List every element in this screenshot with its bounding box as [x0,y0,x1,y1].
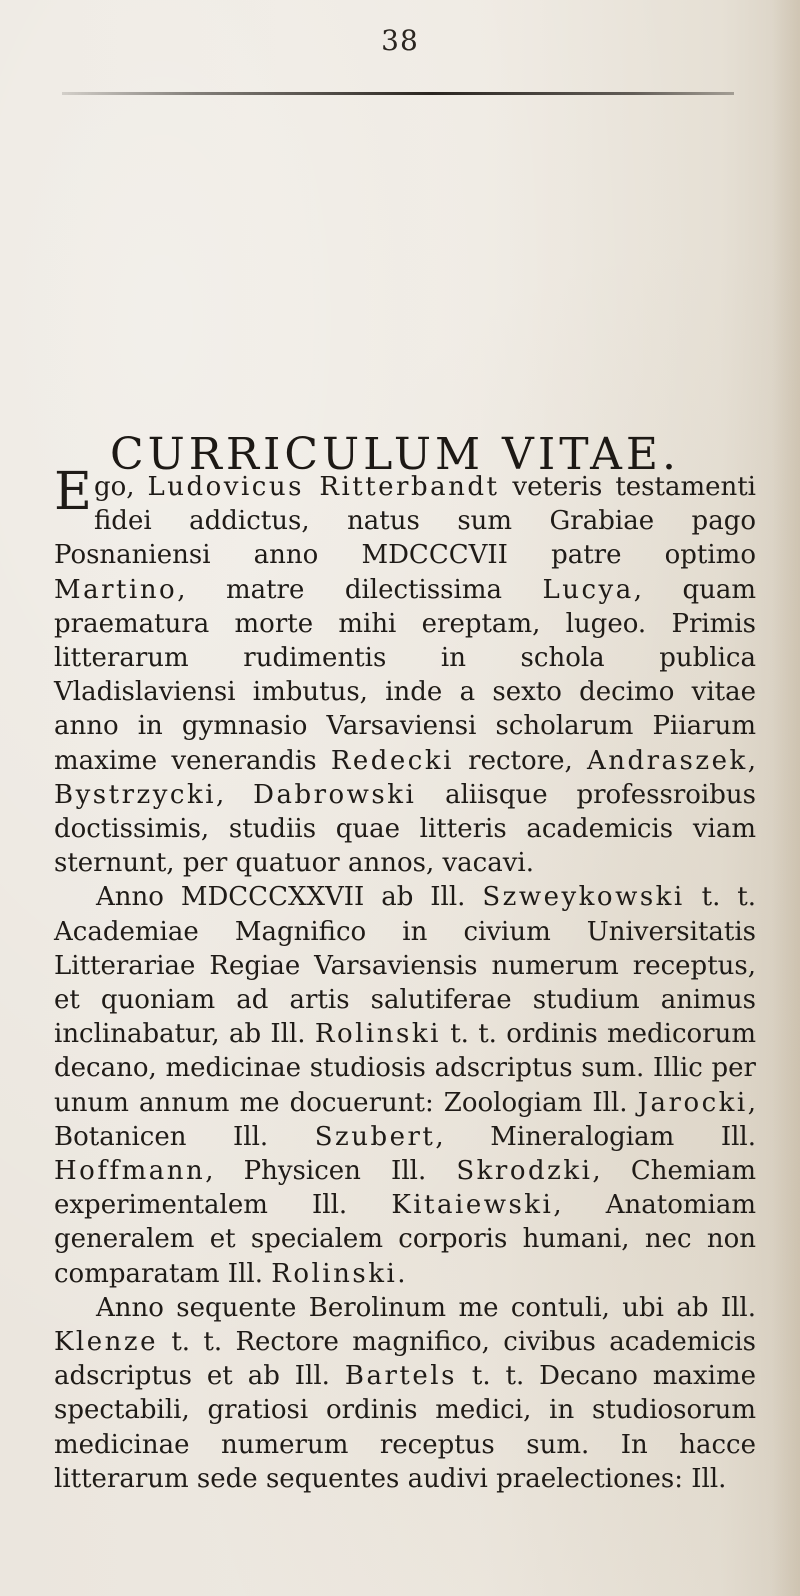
spaced-name: Bystrzycki [54,779,217,810]
spaced-name: Bartels [344,1361,457,1392]
text-segment: veteris testamenti fidei addictus, natus sum Grabiae pago Posnaniensi anno MDCCCVII patre optimo [54,472,756,571]
page-title: CURRICULUM VITAE. [109,429,681,481]
page-number: 38 [381,24,419,57]
drop-cap: E [54,462,92,522]
text-segment: , matre dilectissima [177,574,543,605]
spaced-name: Dabrowski [253,779,417,810]
text-segment: , Physicen Ill. [205,1156,457,1187]
text-segment: Anno MDCCCXXVII ab Ill. [96,882,483,913]
text-segment: . [397,1258,406,1289]
spaced-name: Redecki [330,745,454,776]
text-segment: go, [93,472,148,502]
spaced-name: Skrodzki [456,1156,593,1187]
spaced-name: Rolinski [271,1258,398,1289]
spaced-name: Andraszek [586,745,748,776]
paragraph-2 [54,880,756,1290]
text-segment: t. t. Rectore magnifico, civibus academicis adscriptus et ab Ill. [54,1327,756,1392]
text-segment: , Botanicen Ill. [54,1087,756,1152]
text-segment: Anno sequente Berolinum me contuli, ubi ab Ill. [96,1292,756,1323]
page-edge-shadow [772,0,800,1596]
text-segment: , [216,779,254,810]
spaced-name: Rolinski [314,1019,441,1050]
spaced-name: Lucya [542,574,634,605]
text-segment: , Anatomiam generalem et specialem corporis humani, nec non comparatam Ill. [54,1190,756,1289]
body-text [54,462,756,1496]
spaced-name: Jarocki [637,1087,748,1118]
text-segment: t. t. ordinis medicorum decano, medicinae studiosis adscriptus sum. Illic per unum annum me docuerunt: Zoologiam Ill. [54,1019,756,1118]
spaced-name: Klenze [54,1327,158,1358]
text-segment: , Chemiam experimentalem Ill. [54,1156,756,1221]
spaced-name: Martino [54,574,178,605]
text-segment: aliisque professroibus doctissimis, studiis quae litteris academicis viam sternunt, per quatuor annos, vacavi. [54,779,756,879]
spaced-name: Hoffmann [54,1156,206,1187]
paragraph-1 [54,462,756,880]
text-segment: , quam praematura morte mihi ereptam, lugeo. Primis litterarum rudimentis in schola publica Vladislaviensi imbutus, inde a sexto decimo vitae anno in gymnasio Varsaviensi scholarum Piiarum maxime venerandis [54,574,756,776]
text-segment: , Mineralogiam Ill. [435,1121,756,1152]
spaced-name: Kitaiewski [391,1190,554,1221]
text-segment: rectore, [453,745,587,776]
text-segment: t. t. Decano maxime spectabili, gratiosi ordinis medici, in studiosorum medicinae numerum receptus sum. In hacce litterarum sede sequentes audivi praelectiones: Ill. [54,1361,756,1494]
header-rule [62,92,734,95]
spaced-name: Szweykowski [482,882,685,913]
spaced-name: Ludovicus Ritterbandt [147,472,500,502]
text-segment: t. t. Academiae Magnifico in civium Universitatis Litterariae Regiae Varsaviensis numerum receptus, et quoniam ad artis salutiferae studium animus inclinabatur, ab Ill. [54,882,756,1050]
text-segment: , [747,745,756,776]
paragraph-3 [54,1291,756,1496]
spaced-name: Szubert [314,1121,436,1152]
